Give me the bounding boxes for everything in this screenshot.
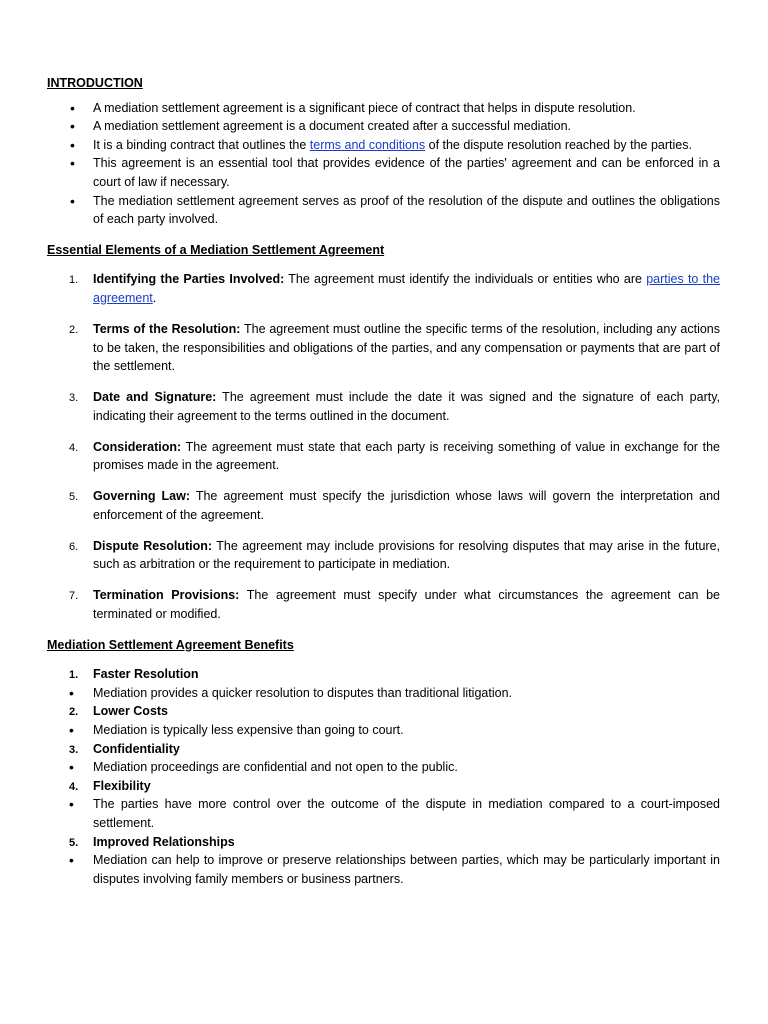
bullet-icon: • bbox=[69, 759, 74, 776]
bullet-icon: • bbox=[69, 852, 74, 869]
bullet-icon: • bbox=[70, 118, 75, 135]
bullet-icon: • bbox=[70, 155, 75, 172]
bullet-icon: • bbox=[70, 99, 75, 116]
intro-bullet-item: • This agreement is an essential tool that provides evidence of the parties' agreement and can be enforced in a court of law if necessary. bbox=[70, 155, 720, 189]
benefit-title: 5. Improved Relationships bbox=[47, 833, 720, 852]
list-number: 6. bbox=[69, 540, 79, 553]
benefits-heading: Mediation Settlement Agreement Benefits bbox=[47, 637, 294, 652]
benefit-description: • Mediation provides a quicker resolution to disputes than traditional litigation. bbox=[69, 684, 512, 701]
intro-bullet-item: • The mediation settlement agreement serves as proof of the resolution of the dispute and outlines the obligations of each party involved. bbox=[70, 192, 720, 227]
list-number: 7. bbox=[69, 590, 79, 603]
list-number: 5. bbox=[69, 836, 79, 849]
list-number: 4. bbox=[69, 780, 79, 793]
bullet-icon: • bbox=[70, 192, 75, 209]
intro-bullet-item: • A mediation settlement agreement is a significant piece of contract that helps in dispute resolution. bbox=[70, 99, 636, 116]
element-term: Termination Provisions: bbox=[93, 588, 240, 603]
element-item: 1. Identifying the Parties Involved: The agreement must identify the individuals or entities who are parties to the agreement. bbox=[69, 272, 720, 305]
list-number: 1. bbox=[69, 669, 79, 682]
benefit-description: • The parties have more control over the outcome of the dispute in mediation compared to a court-imposed settlement. bbox=[69, 796, 720, 830]
list-number: 3. bbox=[69, 392, 79, 405]
elements-numbered-list bbox=[47, 270, 720, 623]
element-item: 3. Date and Signature: The agreement must include the date it was signed and the signature of each party, indicating their agreement to the terms outlined in the document. bbox=[69, 390, 720, 423]
list-number: 1. bbox=[69, 274, 79, 287]
list-number: 5. bbox=[69, 491, 79, 504]
element-term: Identifying the Parties Involved: bbox=[93, 272, 285, 287]
element-item: 7. Termination Provisions: The agreement must specify under what circumstances the agreement can be terminated or modified. bbox=[69, 588, 720, 621]
list-number: 3. bbox=[69, 743, 79, 756]
intro-bullet-item: • A mediation settlement agreement is a document created after a successful mediation. bbox=[70, 118, 572, 135]
list-number: 4. bbox=[69, 441, 79, 454]
list-number: 2. bbox=[69, 323, 79, 336]
terms-and-conditions-link[interactable]: terms and conditions bbox=[309, 137, 426, 152]
benefit-description: • Mediation can help to improve or preserve relationships between parties, which may be particularly important in disputes involving family members or business partners. bbox=[69, 852, 720, 886]
element-item: 5. Governing Law: The agreement must specify the jurisdiction whose laws will govern the interpretation and enforcement of the agreement. bbox=[69, 489, 720, 522]
document-content bbox=[47, 74, 720, 888]
element-item: 4. Consideration: The agreement must state that each party is receiving something of value in exchange for the promises made in the agreement. bbox=[69, 439, 720, 473]
benefit-title: 1. Faster Resolution bbox=[47, 665, 720, 684]
intro-bullet-item: • It is a binding contract that outlines the terms and conditions of the dispute resolution reached by the parties. bbox=[70, 136, 692, 153]
element-item: 6. Dispute Resolution: The agreement may include provisions for resolving disputes that may arise in the future, such as arbitration or the requirement to participate in mediation. bbox=[69, 538, 720, 572]
benefit-description: • Mediation is typically less expensive than going to court. bbox=[69, 721, 404, 738]
bullet-icon: • bbox=[70, 136, 75, 153]
benefits-list bbox=[47, 665, 720, 888]
element-term: Terms of the Resolution: bbox=[93, 321, 241, 336]
element-term: Consideration: bbox=[93, 439, 182, 454]
intro-bullet-list bbox=[47, 99, 720, 229]
benefit-description: • Mediation proceedings are confidential and not open to the public. bbox=[69, 759, 458, 776]
benefit-title: 3. Confidentiality bbox=[47, 740, 720, 759]
element-item: 2. Terms of the Resolution: The agreement must outline the specific terms of the resolution, including any actions to be taken, the responsibilities and obligations of the parties, and any compensation or payments that are part of the settlement. bbox=[69, 321, 720, 374]
element-term: Date and Signature: bbox=[93, 390, 217, 405]
bullet-icon: • bbox=[69, 684, 74, 701]
benefit-title: 2. Lower Costs bbox=[47, 702, 720, 721]
bullet-icon: • bbox=[69, 721, 74, 738]
benefit-title: 4. Flexibility bbox=[47, 777, 720, 796]
parties-to-the-agreement-link[interactable]: parties to the agreement bbox=[93, 272, 720, 305]
bullet-icon: • bbox=[69, 796, 74, 813]
element-term: Governing Law: bbox=[93, 489, 191, 504]
intro-heading: INTRODUCTION bbox=[47, 76, 143, 90]
element-term: Dispute Resolution: bbox=[93, 538, 213, 553]
elements-heading: Essential Elements of a Mediation Settlement Agreement bbox=[47, 242, 385, 257]
list-number: 2. bbox=[69, 706, 79, 719]
